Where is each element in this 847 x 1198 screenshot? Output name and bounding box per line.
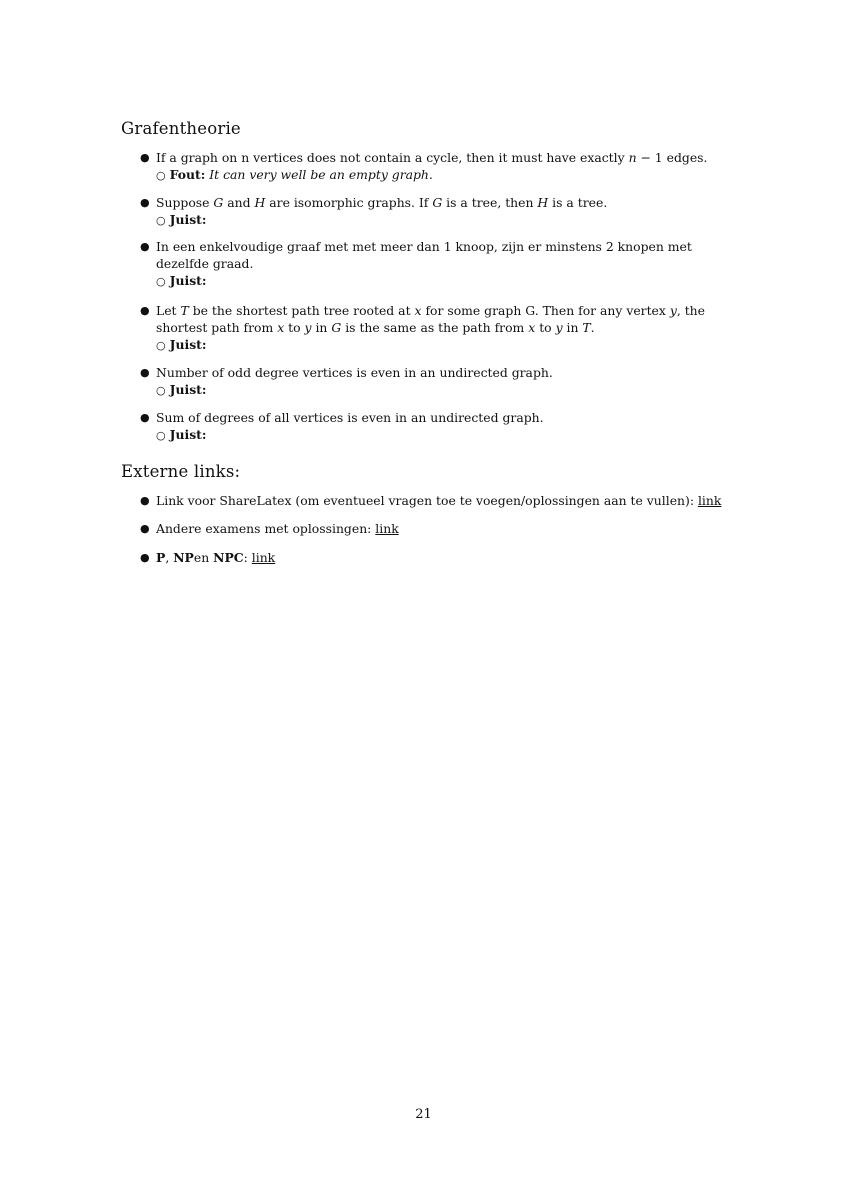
- bullet-icon: ●: [140, 240, 150, 253]
- p-np-npc-link[interactable]: link: [251, 550, 276, 565]
- circle-bullet-icon: ○: [156, 339, 166, 352]
- statement-text: Number of odd degree vertices is even in an undirected graph.: [156, 365, 553, 380]
- verdict-label: Fout:: [169, 167, 206, 182]
- bullet-icon: ●: [140, 411, 150, 424]
- page-number: 21: [415, 1107, 432, 1122]
- bullet-icon: ●: [140, 196, 150, 209]
- bullet-icon: ●: [140, 551, 150, 564]
- circle-bullet-icon: ○: [156, 214, 166, 227]
- link-list-item: [140, 492, 740, 509]
- statement-text: If a graph on n vertices does not contain a cycle, then it must have exactly n − 1 edges.: [156, 150, 708, 165]
- circle-bullet-icon: ○: [156, 169, 166, 182]
- verdict-label: Juist:: [169, 382, 207, 397]
- list-item: [140, 149, 740, 184]
- bullet-icon: ●: [140, 522, 150, 535]
- verdict-label: Juist:: [169, 427, 207, 442]
- statement-text: In een enkelvoudige graaf met met meer dan 1 knoop, zijn er minstens 2 knopen met dezelfde graad.: [156, 239, 692, 271]
- list-item: [140, 409, 740, 444]
- list-item: [140, 302, 740, 354]
- bullet-icon: ●: [140, 366, 150, 379]
- link-item-text: Andere examens met oplossingen: link: [156, 521, 399, 536]
- answer-line: [156, 272, 740, 290]
- link-item-text: P, NPen NPC: link: [156, 550, 276, 565]
- answer-line: [156, 336, 740, 354]
- circle-bullet-icon: ○: [156, 275, 166, 288]
- bullet-icon: ●: [140, 304, 150, 317]
- other-exams-link[interactable]: link: [375, 521, 399, 536]
- list-item: [140, 238, 740, 290]
- sharelatex-link[interactable]: link: [697, 493, 722, 508]
- verdict-label: Juist:: [169, 273, 207, 288]
- link-list-item: [140, 549, 740, 566]
- list-item: [140, 194, 740, 229]
- bullet-icon: ●: [140, 151, 150, 164]
- explanation-text: It can very well be an empty graph.: [209, 167, 433, 182]
- answer-line: [156, 166, 740, 184]
- verdict-label: Juist:: [169, 212, 207, 227]
- statement-text: Let T be the shortest path tree rooted at x for some graph G. Then for any vertex y, the shortest path from x to y in G is the same as the path from x to y in T.: [156, 303, 705, 335]
- circle-bullet-icon: ○: [156, 384, 166, 397]
- statement-text: Suppose G and H are isomorphic graphs. If G is a tree, then H is a tree.: [156, 195, 608, 210]
- list-item: [140, 364, 740, 399]
- verdict-label: Juist:: [169, 337, 207, 352]
- link-item-text: Link voor ShareLatex (om eventueel vragen toe te voegen/oplossingen aan te vullen): link: [156, 493, 722, 508]
- statement-text: Sum of degrees of all vertices is even in an undirected graph.: [156, 410, 544, 425]
- answer-line: [156, 426, 740, 444]
- section-title-grafentheorie: Grafentheorie: [121, 119, 241, 138]
- section-title-externe-links: Externe links:: [121, 462, 241, 481]
- circle-bullet-icon: ○: [156, 429, 166, 442]
- answer-line: [156, 381, 740, 399]
- bullet-icon: ●: [140, 494, 150, 507]
- answer-line: [156, 211, 740, 229]
- link-list-item: [140, 520, 740, 537]
